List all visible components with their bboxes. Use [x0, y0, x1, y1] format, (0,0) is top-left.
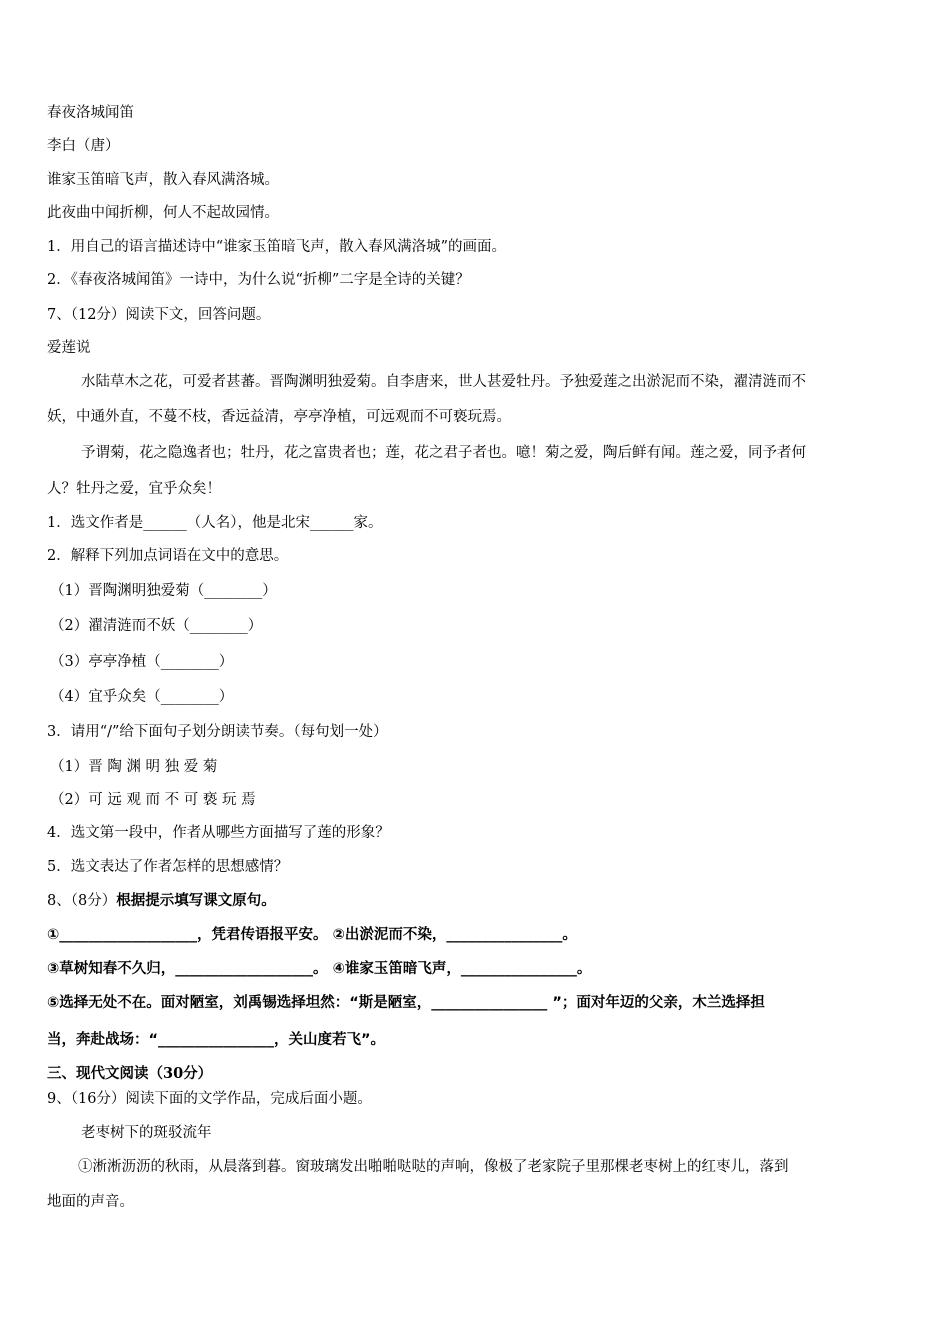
question-text: 5．选文表达了作者怎样的思想感情？ [47, 859, 289, 875]
article-paragraph: ①淅淅沥沥的秋雨，从晨落到暮。窗玻璃发出啪啪哒哒的声响，像极了老家院子里那棵老枣树上的红枣儿，落到 [78, 1159, 789, 1175]
poem-title: 春夜洛城闻笛 [47, 105, 134, 121]
article-paragraph: 地面的声音。 [47, 1194, 134, 1210]
question-text: 4．选文第一段中，作者从哪些方面描写了莲的形象？ [47, 825, 390, 841]
question-text: 1．用自己的语言描述诗中“谁家玉笛暗飞声，散入春风满洛城”的画面。 [47, 239, 507, 255]
q8-heading [47, 891, 276, 911]
passage-paragraph: 水陆草木之花，可爱者甚蕃。晋陶渊明独爱菊。自李唐来，世人甚爱牡丹。予独爱莲之出淤泥而不染，濯清涟而不 [81, 374, 806, 390]
article-title: 老枣树下的斑驳流年 [81, 1125, 212, 1141]
question-text: 3．请用“/”给下面句子划分朗读节奏。（每句划一处） [47, 724, 388, 740]
passage-paragraph: 妖，中通外直，不蔓不枝，香远益清，亭亭净植，可远观而不可亵玩焉。 [47, 409, 511, 425]
sub-question: （1）晋陶渊明独爱菊（________） [50, 583, 277, 599]
sub-question: （4）宜乎众矣（________） [50, 689, 234, 705]
poem-author: 李白（唐） [47, 138, 120, 154]
passage-paragraph: 人？牡丹之爱，宜乎众矣！ [47, 481, 221, 497]
q8-prefix: 8、（8分） [47, 893, 117, 909]
question-text: 2．解释下列加点词语在文中的意思。 [47, 548, 289, 564]
passage-title: 爱莲说 [47, 340, 91, 356]
question-text: 1．选文作者是______（人名），他是北宋______家。 [47, 515, 383, 531]
fill-in-line: ③草树知春不久归，___________________。 ④谁家玉笛暗飞声，________________。 [47, 961, 592, 977]
sub-question: （1）晋 陶 渊 明 独 爱 菊 [50, 759, 218, 775]
q7-heading: 7、（12分）阅读下文，回答问题。 [47, 307, 271, 323]
sub-question: （2）可 远 观 而 不 可 亵 玩 焉 [50, 792, 256, 808]
passage-paragraph: 予谓菊，花之隐逸者也；牡丹，花之富贵者也；莲，花之君子者也。噫！菊之爱，陶后鲜有闻。莲之爱，同予者何 [81, 445, 806, 461]
question-text: 2．《春夜洛城闻笛》一诗中，为什么说“折柳”二字是全诗的关键？ [47, 272, 470, 288]
sub-question: （3）亭亭净植（________） [50, 654, 234, 670]
section-title: 三、现代文阅读（30分） [47, 1065, 213, 1082]
sub-question: （2）濯清涟而不妖（________） [50, 618, 263, 634]
q9-heading: 9、（16分）阅读下面的文学作品，完成后面小题。 [47, 1091, 372, 1107]
fill-in-line: 当，奔赴战场：“________________，关山度若飞”。 [47, 1032, 386, 1048]
poem-line: 谁家玉笛暗飞声，散入春风满洛城。 [47, 172, 279, 188]
fill-in-line: ⑤选择无处不在。面对陋室，刘禹锡选择坦然：“斯是陋室，________________ ”；面对年迈的父亲，木兰选择担 [47, 995, 765, 1011]
q8-heading-text: 根据提示填写课文原句。 [116, 893, 276, 909]
poem-line: 此夜曲中闻折柳，何人不起故园情。 [47, 205, 279, 221]
fill-in-line: ①___________________，凭君传语报平安。 ②出淤泥而不染，________________。 [47, 927, 577, 943]
